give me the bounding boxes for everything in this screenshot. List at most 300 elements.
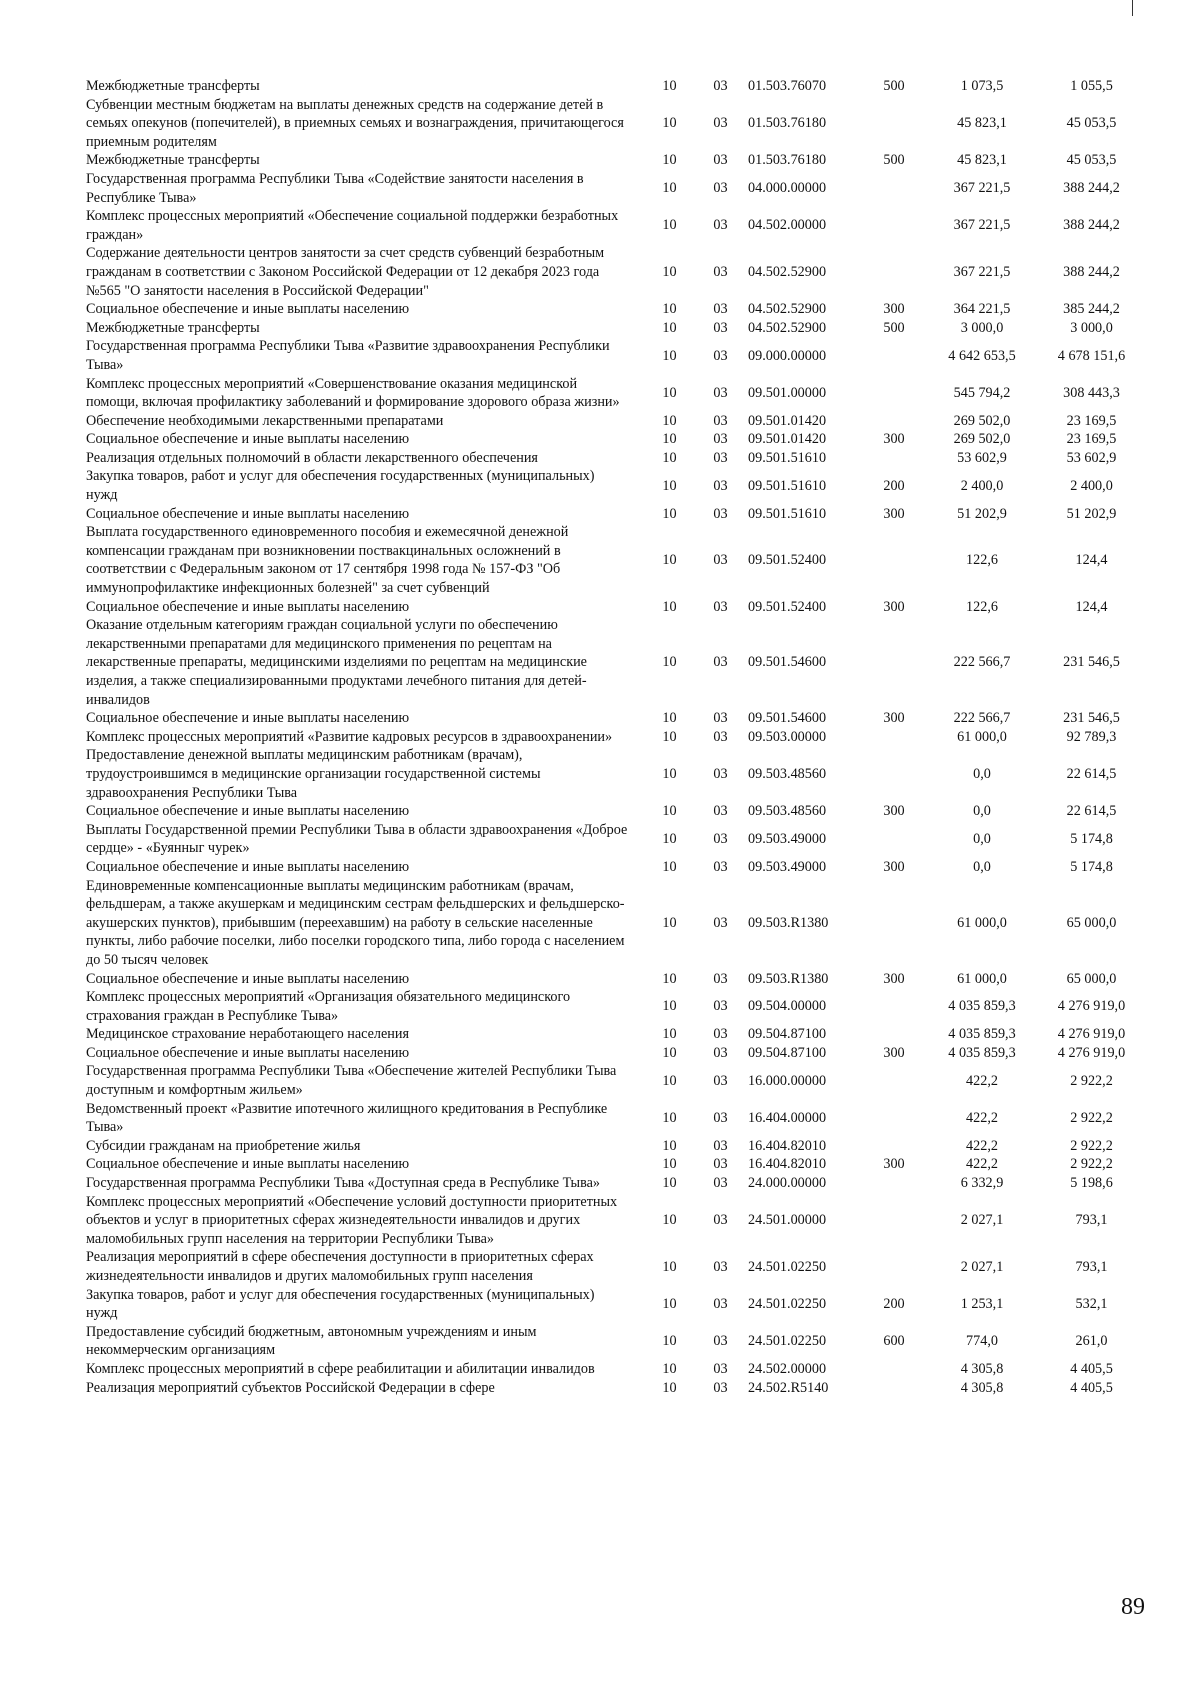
expense-name-cell: Предоставление субсидий бюджетным, автономным учреждениям и иным некоммерческим организациям [86,1323,537,1359]
subsection-code-cell: 03 [713,319,728,336]
table-row [86,821,1146,858]
amount-year-2-cell: 4 405,5 [1070,1379,1113,1396]
amount-year-1-cell: 61 000,0 [957,914,1007,931]
section-code-cell: 10 [662,598,677,615]
expense-name-cell: Государственная программа Республики Тыва «Содействие занятости населения в Республике Тыва» [86,170,584,206]
target-item-code-cell: 09.000.00000 [748,347,827,364]
section-code-cell: 10 [662,1258,677,1275]
section-code-cell: 10 [662,654,677,671]
subsection-code-cell: 03 [713,263,728,280]
amount-year-2-cell: 2 922,2 [1070,1137,1113,1154]
table-row [86,1379,1146,1398]
target-item-code-cell: 09.503.49000 [748,831,827,848]
expense-name-cell: Субсидии гражданам на приобретение жилья [86,1137,361,1154]
table-row [86,1323,1146,1360]
subsection-code-cell: 03 [713,1137,728,1154]
expense-type-code-cell [861,1025,927,1044]
amount-year-1-cell: 6 332,9 [960,1175,1004,1192]
target-item-code-cell: 09.501.52400 [748,598,827,615]
table-row [86,467,1146,504]
section-code-cell: 10 [662,710,677,727]
amount-year-2-cell: 2 400,0 [1070,477,1113,494]
table-row [86,970,1146,989]
expense-type-code-cell: 500 [883,319,905,336]
section-code-cell: 10 [662,1212,677,1229]
subsection-code-cell: 03 [713,477,728,494]
expense-name-cell: Комплекс процессных мероприятий «Развитие кадровых ресурсов в здравоохранении» [86,728,613,745]
amount-year-1-cell: 364 221,5 [953,301,1011,318]
target-item-code-cell: 24.502.00000 [748,1360,827,1377]
subsection-code-cell: 03 [713,347,728,364]
amount-year-2-cell: 388 244,2 [1063,180,1120,197]
subsection-code-cell: 03 [713,217,728,234]
target-item-code-cell: 09.504.87100 [748,1044,827,1061]
subsection-code-cell: 03 [713,728,728,745]
target-item-code-cell: 09.501.00000 [748,384,827,401]
subsection-code-cell: 03 [713,431,728,448]
target-item-code-cell: 16.404.00000 [748,1109,827,1126]
expense-type-code-cell: 300 [883,1044,905,1061]
expense-name-cell: Реализация мероприятий субъектов Российской Федерации в сфере [86,1379,495,1396]
expense-name-cell: Реализация мероприятий в сфере обеспечения доступности в приоритетных сферах жизнедеятельности инвалидов и других маломобильных групп населения [86,1249,594,1284]
subsection-code-cell: 03 [713,970,728,987]
section-code-cell: 10 [662,1137,677,1154]
expense-type-code-cell [861,412,927,431]
target-item-code-cell: 04.502.00000 [748,217,827,234]
section-code-cell: 10 [662,970,677,987]
section-code-cell: 10 [662,1109,677,1126]
expense-type-code-cell [861,1193,927,1249]
target-item-code-cell: 24.502.R5140 [748,1379,829,1396]
target-item-code-cell: 01.503.76070 [748,78,827,94]
expense-type-code-cell: 300 [883,970,905,987]
subsection-code-cell: 03 [713,384,728,401]
target-item-code-cell: 24.501.00000 [748,1212,827,1229]
subsection-code-cell: 03 [713,1026,728,1043]
amount-year-1-cell: 53 602,9 [957,449,1007,466]
amount-year-1-cell: 2 027,1 [960,1212,1004,1229]
table-row [86,1025,1146,1044]
amount-year-1-cell: 774,0 [966,1333,998,1350]
amount-year-2-cell: 22 614,5 [1066,765,1117,782]
expense-type-code-cell [861,1360,927,1379]
target-item-code-cell: 24.501.02250 [748,1295,827,1312]
table-row [86,1155,1146,1174]
section-code-cell: 10 [662,319,677,336]
amount-year-1-cell: 422,2 [966,1137,998,1154]
amount-year-2-cell: 388 244,2 [1063,263,1120,280]
section-code-cell: 10 [662,1175,677,1192]
target-item-code-cell: 16.404.82010 [748,1156,827,1173]
subsection-code-cell: 03 [713,998,728,1015]
table-row [86,505,1146,524]
amount-year-2-cell: 4 678 151,6 [1057,347,1126,364]
amount-year-1-cell: 1 073,5 [960,78,1004,94]
section-code-cell: 10 [662,728,677,745]
amount-year-1-cell: 45 823,1 [957,152,1007,169]
amount-year-2-cell: 261,0 [1075,1333,1108,1350]
table-row [86,1044,1146,1063]
table-row [86,802,1146,821]
scan-corner-mark [1132,0,1133,16]
amount-year-1-cell: 3 000,0 [960,319,1004,336]
expense-name-cell: Социальное обеспечение и иные выплаты населению [86,803,410,820]
expense-name-cell: Обеспечение необходимыми лекарственными препаратами [86,412,444,429]
expense-type-code-cell [861,746,927,802]
section-code-cell: 10 [662,505,677,522]
target-item-code-cell: 16.000.00000 [748,1072,827,1089]
section-code-cell: 10 [662,914,677,931]
expense-name-cell: Социальное обеспечение и иные выплаты населению [86,505,410,522]
target-item-code-cell: 09.501.51610 [748,505,827,522]
expense-type-code-cell: 300 [883,710,905,727]
table-row [86,877,1146,970]
table-row [86,337,1146,374]
section-code-cell: 10 [662,803,677,820]
section-code-cell: 10 [662,263,677,280]
table-row [86,77,1146,96]
expense-type-code-cell [861,244,927,300]
table-row [86,1137,1146,1156]
expense-name-cell: Социальное обеспечение и иные выплаты населению [86,1044,410,1061]
target-item-code-cell: 09.503.49000 [748,858,827,875]
subsection-code-cell: 03 [713,115,728,132]
expense-type-code-cell: 200 [883,477,905,494]
table-row [86,1360,1146,1379]
expense-type-code-cell [861,1379,927,1398]
expense-name-cell: Субвенции местным бюджетам на выплаты денежных средств на содержание детей в семьях опекунов (попечителей), в приемных семьях и вознаграждения, причитающегося приемным родителям [86,96,624,150]
amount-year-1-cell: 122,6 [966,552,998,569]
section-code-cell: 10 [662,180,677,197]
subsection-code-cell: 03 [713,78,728,94]
subsection-code-cell: 03 [713,654,728,671]
amount-year-2-cell: 4 276 919,0 [1057,998,1126,1015]
expense-type-code-cell: 500 [883,78,905,94]
subsection-code-cell: 03 [713,1212,728,1229]
expense-name-cell: Ведомственный проект «Развитие ипотечного жилищного кредитования в Республике Тыва» [86,1100,608,1136]
expense-name-cell: Закупка товаров, работ и услуг для обеспечения государственных (муниципальных) нужд [86,1286,595,1322]
table-row [86,523,1146,597]
section-code-cell: 10 [662,449,677,466]
table-row [86,170,1146,207]
expense-name-cell: Социальное обеспечение и иные выплаты населению [86,301,410,318]
amount-year-1-cell: 0,0 [973,803,991,820]
target-item-code-cell: 24.000.00000 [748,1175,827,1192]
subsection-code-cell: 03 [713,914,728,931]
amount-year-2-cell: 4 276 919,0 [1057,1044,1126,1061]
expense-type-code-cell: 600 [883,1333,905,1350]
section-code-cell: 10 [662,78,677,94]
section-code-cell: 10 [662,1072,677,1089]
target-item-code-cell: 04.502.52900 [748,319,827,336]
amount-year-1-cell: 4 035 859,3 [948,1044,1016,1061]
subsection-code-cell: 03 [713,412,728,429]
expense-type-code-cell: 300 [883,1156,905,1173]
target-item-code-cell: 01.503.76180 [748,115,827,132]
subsection-code-cell: 03 [713,803,728,820]
section-code-cell: 10 [662,765,677,782]
target-item-code-cell: 04.502.52900 [748,263,827,280]
target-item-code-cell: 16.404.82010 [748,1137,827,1154]
subsection-code-cell: 03 [713,505,728,522]
table-row [86,412,1146,431]
table-row [86,1100,1146,1137]
amount-year-1-cell: 4 035 859,3 [948,1026,1016,1043]
amount-year-2-cell: 1 055,5 [1070,78,1113,94]
target-item-code-cell: 09.501.01420 [748,412,827,429]
amount-year-2-cell: 388 244,2 [1063,217,1120,234]
expense-type-code-cell [861,821,927,858]
target-item-code-cell: 24.501.02250 [748,1258,827,1275]
amount-year-2-cell: 65 000,0 [1066,970,1117,987]
expense-type-code-cell [861,207,927,244]
page-number: 89 [1121,1594,1145,1620]
amount-year-2-cell: 2 922,2 [1070,1156,1113,1173]
subsection-code-cell: 03 [713,1156,728,1173]
section-code-cell: 10 [662,431,677,448]
amount-year-1-cell: 4 642 653,5 [948,347,1016,364]
expense-type-code-cell: 300 [883,858,905,875]
expense-type-code-cell [861,375,927,412]
target-item-code-cell: 09.501.52400 [748,552,827,569]
amount-year-2-cell: 92 789,3 [1066,728,1117,745]
expense-type-code-cell: 300 [883,505,905,522]
expense-name-cell: Социальное обеспечение и иные выплаты населению [86,858,410,875]
subsection-code-cell: 03 [713,858,728,875]
amount-year-1-cell: 2 400,0 [960,477,1004,494]
subsection-code-cell: 03 [713,1360,728,1377]
amount-year-1-cell: 61 000,0 [957,970,1007,987]
amount-year-1-cell: 367 221,5 [953,263,1011,280]
expense-name-cell: Закупка товаров, работ и услуг для обеспечения государственных (муниципальных) нужд [86,468,595,504]
amount-year-2-cell: 4 405,5 [1070,1360,1113,1377]
amount-year-2-cell: 45 053,5 [1066,152,1117,169]
target-item-code-cell: 09.503.48560 [748,803,827,820]
table-row [86,300,1146,319]
expense-type-code-cell: 300 [883,431,905,448]
expense-type-code-cell: 300 [883,301,905,318]
amount-year-1-cell: 545 794,2 [953,384,1011,401]
subsection-code-cell: 03 [713,1109,728,1126]
section-code-cell: 10 [662,1026,677,1043]
expense-type-code-cell: 300 [883,803,905,820]
target-item-code-cell: 09.503.R1380 [748,914,829,931]
table-row [86,1286,1146,1323]
amount-year-1-cell: 1 253,1 [960,1295,1004,1312]
expense-name-cell: Комплекс процессных мероприятий «Обеспечение социальной поддержки безработных граждан» [86,208,619,243]
subsection-code-cell: 03 [713,552,728,569]
amount-year-2-cell: 231 546,5 [1063,654,1120,671]
section-code-cell: 10 [662,412,677,429]
expense-type-code-cell [861,1137,927,1156]
expense-name-cell: Выплата государственного единовременного пособия и ежемесячной денежной компенсации гражданам при возникновении поствакцинальных осложнений в соответствии с Федеральным законом от 17 сентября 1998 года № 157-ФЗ "Об иммунопрофилактике инфекционных болезней" за счет субвенций [86,524,569,597]
expense-name-cell: Выплаты Государственной премии Республики Тыва в области здравоохранения «Доброе сердце» - «Буянныг чурек» [86,821,628,857]
section-code-cell: 10 [662,301,677,318]
expense-name-cell: Комплекс процессных мероприятий «Организация обязательного медицинского страхования граждан в Республике Тыва» [86,989,571,1024]
section-code-cell: 10 [662,217,677,234]
amount-year-2-cell: 231 546,5 [1063,710,1120,727]
expense-type-code-cell [861,1062,927,1099]
expense-name-cell: Государственная программа Республики Тыва «Доступная среда в Республике Тыва» [86,1175,600,1192]
expense-type-code-cell [861,616,927,709]
target-item-code-cell: 09.501.54600 [748,710,827,727]
amount-year-2-cell: 5 198,6 [1070,1175,1113,1192]
table-row [86,1062,1146,1099]
table-row [86,709,1146,728]
subsection-code-cell: 03 [713,1175,728,1192]
expense-name-cell: Комплекс процессных мероприятий «Обеспечение условий доступности приоритетных объектов и услуг в приоритетных сферах жизнедеятельности инвалидов и других маломобильных групп населения на территории Республики Тыва» [86,1193,618,1247]
table-row [86,319,1146,338]
subsection-code-cell: 03 [713,1072,728,1089]
table-row [86,244,1146,300]
table-row [86,858,1146,877]
table-row [86,207,1146,244]
section-code-cell: 10 [662,998,677,1015]
section-code-cell: 10 [662,552,677,569]
amount-year-2-cell: 45 053,5 [1066,115,1117,132]
amount-year-1-cell: 61 000,0 [957,728,1007,745]
target-item-code-cell: 04.000.00000 [748,180,827,197]
amount-year-2-cell: 793,1 [1075,1258,1108,1275]
expense-name-cell: Содержание деятельности центров занятости за счет средств субвенций безработным гражданам в соответствии с Законом Российской Федерации от 12 декабря 2023 года №565 "О занятости населения в Российской Федерации" [86,245,605,299]
target-item-code-cell: 24.501.02250 [748,1333,827,1350]
amount-year-1-cell: 4 035 859,3 [948,998,1016,1015]
subsection-code-cell: 03 [713,1295,728,1312]
expense-type-code-cell [861,523,927,597]
expense-type-code-cell [861,988,927,1025]
expense-type-code-cell [861,449,927,468]
amount-year-2-cell: 124,4 [1075,552,1108,569]
expense-name-cell: Межбюджетные трансферты [86,319,260,336]
subsection-code-cell: 03 [713,152,728,169]
expense-type-code-cell [861,1100,927,1137]
expense-name-cell: Медицинское страхование неработающего населения [86,1026,409,1043]
expense-name-cell: Единовременные компенсационные выплаты медицинским работникам (врачам, фельдшерам, а также акушеркам и медицинским сестрам фельдшерских и фельдшерско-акушерских пунктов), прибывшим (переехавшим) на работу в сельские населенные пункты, либо рабочие поселки, либо поселки городского типа, либо города с населением до 50 тысяч человек [86,877,625,968]
amount-year-2-cell: 4 276 919,0 [1057,1026,1126,1043]
expense-type-code-cell [861,170,927,207]
subsection-code-cell: 03 [713,598,728,615]
amount-year-2-cell: 22 614,5 [1066,803,1117,820]
target-item-code-cell: 09.503.48560 [748,765,827,782]
subsection-code-cell: 03 [713,765,728,782]
amount-year-1-cell: 367 221,5 [953,217,1011,234]
amount-year-1-cell: 222 566,7 [953,710,1011,727]
expense-name-cell: Социальное обеспечение и иные выплаты населению [86,1156,410,1173]
target-item-code-cell: 09.501.01420 [748,431,827,448]
table-row [86,988,1146,1025]
expense-type-code-cell [861,1174,927,1193]
section-code-cell: 10 [662,152,677,169]
section-code-cell: 10 [662,477,677,494]
amount-year-1-cell: 0,0 [973,831,991,848]
expense-type-code-cell [861,96,927,152]
table-row [86,1193,1146,1249]
section-code-cell: 10 [662,1295,677,1312]
amount-year-1-cell: 0,0 [973,858,991,875]
table-row [86,96,1146,152]
section-code-cell: 10 [662,831,677,848]
expense-name-cell: Государственная программа Республики Тыва «Обеспечение жителей Республики Тыва доступным и комфортным жильем» [86,1063,617,1099]
target-item-code-cell: 09.504.00000 [748,998,827,1015]
subsection-code-cell: 03 [713,1258,728,1275]
table-row [86,728,1146,747]
amount-year-1-cell: 45 823,1 [957,115,1007,132]
expense-type-code-cell [861,1248,927,1285]
expense-name-cell: Межбюджетные трансферты [86,152,260,169]
subsection-code-cell: 03 [713,449,728,466]
table-row [86,1248,1146,1285]
expense-name-cell: Оказание отдельным категориям граждан социальной услуги по обеспечению лекарственными препаратами для медицинского применения по рецептам на лекарственные препараты, медицинскими изделиями по рецептам на медицинские изделия, а также специализированными продуктами лечебного питания для детей-инвалидов [86,617,587,708]
amount-year-1-cell: 4 305,8 [960,1360,1004,1377]
section-code-cell: 10 [662,1044,677,1061]
expense-name-cell: Социальное обеспечение и иные выплаты населению [86,598,410,615]
budget-allocation-table [86,77,1146,1397]
amount-year-2-cell: 5 174,8 [1070,858,1113,875]
target-item-code-cell: 09.503.R1380 [748,970,829,987]
table-row [86,598,1146,617]
table-row [86,449,1146,468]
section-code-cell: 10 [662,1156,677,1173]
amount-year-1-cell: 422,2 [966,1109,998,1126]
expense-name-cell: Комплекс процессных мероприятий в сфере реабилитации и абилитации инвалидов [86,1360,595,1377]
subsection-code-cell: 03 [713,1333,728,1350]
target-item-code-cell: 09.503.00000 [748,728,827,745]
amount-year-2-cell: 2 922,2 [1070,1109,1113,1126]
expense-type-code-cell [861,337,927,374]
amount-year-2-cell: 2 922,2 [1070,1072,1113,1089]
expense-type-code-cell: 200 [883,1295,905,1312]
table-row [86,430,1146,449]
amount-year-2-cell: 65 000,0 [1066,914,1117,931]
amount-year-2-cell: 23 169,5 [1066,431,1117,448]
amount-year-2-cell: 5 174,8 [1070,831,1113,848]
section-code-cell: 10 [662,115,677,132]
table-row [86,151,1146,170]
amount-year-1-cell: 269 502,0 [953,431,1011,448]
amount-year-1-cell: 122,6 [966,598,998,615]
expense-type-code-cell: 300 [883,598,905,615]
expense-name-cell: Государственная программа Республики Тыва «Развитие здравоохранения Республики Тыва» [86,338,610,373]
table-row [86,1174,1146,1193]
section-code-cell: 10 [662,384,677,401]
table-body [86,77,1146,1397]
section-code-cell: 10 [662,1360,677,1377]
target-item-code-cell: 01.503.76180 [748,152,827,169]
expense-name-cell: Предоставление денежной выплаты медицинским работникам (врачам), трудоустроившимся в медицинские организации государственной системы здравоохранения Республики Тыва [86,747,541,801]
section-code-cell: 10 [662,1333,677,1350]
target-item-code-cell: 09.501.51610 [748,449,827,466]
expense-type-code-cell [861,877,927,970]
amount-year-1-cell: 222 566,7 [953,654,1011,671]
expense-name-cell: Социальное обеспечение и иные выплаты населению [86,710,410,727]
expense-type-code-cell [861,728,927,747]
expense-name-cell: Социальное обеспечение и иные выплаты населению [86,970,410,987]
amount-year-1-cell: 269 502,0 [953,412,1011,429]
amount-year-1-cell: 51 202,9 [957,505,1007,522]
amount-year-2-cell: 3 000,0 [1070,319,1113,336]
target-item-code-cell: 04.502.52900 [748,301,827,318]
subsection-code-cell: 03 [713,301,728,318]
amount-year-2-cell: 385 244,2 [1063,301,1120,318]
amount-year-2-cell: 53 602,9 [1066,449,1117,466]
target-item-code-cell: 09.501.51610 [748,477,827,494]
target-item-code-cell: 09.504.87100 [748,1026,827,1043]
amount-year-2-cell: 308 443,3 [1063,384,1120,401]
section-code-cell: 10 [662,858,677,875]
amount-year-2-cell: 124,4 [1075,598,1108,615]
section-code-cell: 10 [662,1379,677,1396]
amount-year-2-cell: 532,1 [1075,1295,1108,1312]
